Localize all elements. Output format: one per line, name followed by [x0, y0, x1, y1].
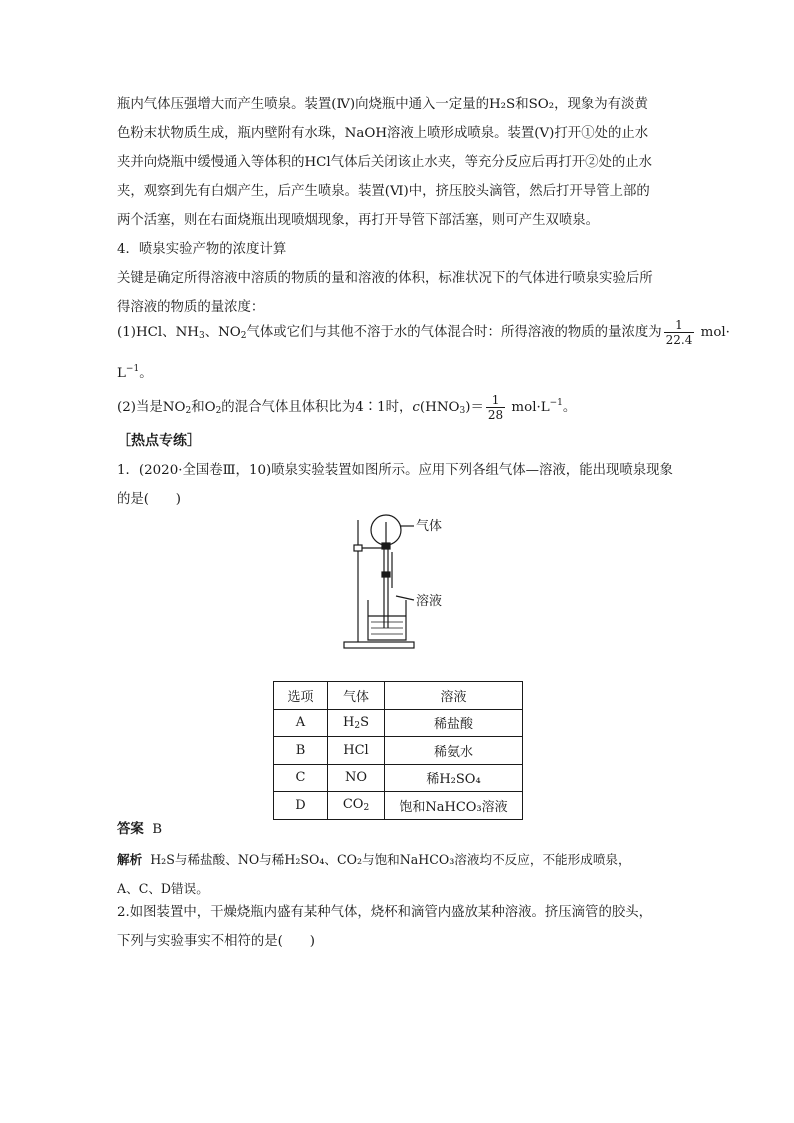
- question-2-stem: 2.如图装置中，干燥烧瓶内盛有某种气体，烧杯和滴管内盛放某种溶液。挤压滴管的胶头， 下列与实验事实不相符的是( ): [117, 905, 653, 949]
- intro-paragraph: [117, 90, 677, 235]
- question-1-stem: 1．(2020·全国卷Ⅲ，10)喷泉实验装置如图所示。应用下列各组气体—溶液，能出现喷泉现象 的是( ): [117, 463, 673, 507]
- label-gas: 气体: [416, 519, 443, 534]
- intro-line-3: 夹并向烧瓶中缓慢通入等体积的HCl气体后关闭该止水夹，等充分反应后再打开②处的止水: [117, 155, 653, 170]
- table-header-row: [274, 682, 523, 710]
- section-4-para-1: 关键是确定所得溶液中溶质的物质的量和溶液的体积，标准状况下的气体进行喷泉实验后所: [117, 271, 653, 286]
- analysis-paragraph: 解析 H₂S与稀盐酸、NO与稀H₂SO₄、CO₂与饱和NaHCO₃溶液均不反应，不能形成喷泉， A、C、D错误。: [117, 852, 631, 896]
- answer-label: 答案: [117, 822, 144, 837]
- table-row-d: D $CO_2$ 饱和NaHCO₃溶液: [274, 792, 523, 820]
- answer-line: [117, 815, 677, 844]
- intro-line-4: 夹，观察到先有白烟产生，后产生喷泉。装置(Ⅵ)中，挤压胶头滴管，然后打开导管上部的: [117, 184, 650, 199]
- formula-item-1-cont: $L^{-1}$。: [117, 364, 153, 381]
- fraction-1-over-28: $\frac{1}{28}$: [487, 393, 504, 422]
- fraction-1-over-22-4: $\frac{1}{22.4}$: [665, 318, 693, 347]
- intro-line-5: 两个活塞，则在右面烧瓶出现喷烟现象，再打开导管下部活塞，则可产生双喷泉。: [117, 213, 600, 228]
- intro-line-2: 色粉末状物质生成，瓶内壁附有水珠，NaOH溶液上喷形成喷泉。装置(Ⅴ)打开①处的止水: [117, 126, 649, 141]
- section-4-para-2: 得溶液的物质的量浓度：: [117, 300, 265, 315]
- section-4-title: 4．喷泉实验产物的浓度计算: [117, 242, 287, 257]
- formula-item-2: (2)当是$NO_2$和$O_2$的混合气体且体积比为4∶1时，$c(HNO_3)=$ $\frac{1}{28}$ $mol\cdot L^{-1}$。: [117, 393, 577, 422]
- table-row-b: B HCl 稀氨水: [274, 737, 523, 765]
- header-option: 选项: [274, 682, 328, 710]
- hot-topic-heading: ［热点专练］: [117, 433, 201, 449]
- analysis-label: 解析: [117, 852, 143, 867]
- table-row-a: A $H_2S$ 稀盐酸: [274, 709, 523, 737]
- header-gas: 气体: [328, 682, 385, 710]
- header-solution: 溶液: [385, 682, 523, 710]
- options-table: [273, 681, 523, 820]
- answer-value: B: [152, 822, 163, 837]
- formula-item-1: (1)HCl、$NH_3$、$NO_2$气体或它们与其他不溶于水的气体混合时：所得溶液的物质的量浓度为 $\frac{1}{22.4}$ mol·: [117, 318, 730, 347]
- section-4: [117, 235, 677, 322]
- stand-base: [344, 642, 414, 648]
- label-solution: 溶液: [416, 594, 443, 609]
- intro-line-1: 瓶内气体压强增大而产生喷泉。装置(Ⅳ)向烧瓶中通入一定量的H₂S和SO₂，现象为有淡黄: [117, 97, 648, 112]
- table-row-c: C NO 稀H₂SO₄: [274, 764, 523, 792]
- fountain-apparatus-figure: [340, 508, 480, 658]
